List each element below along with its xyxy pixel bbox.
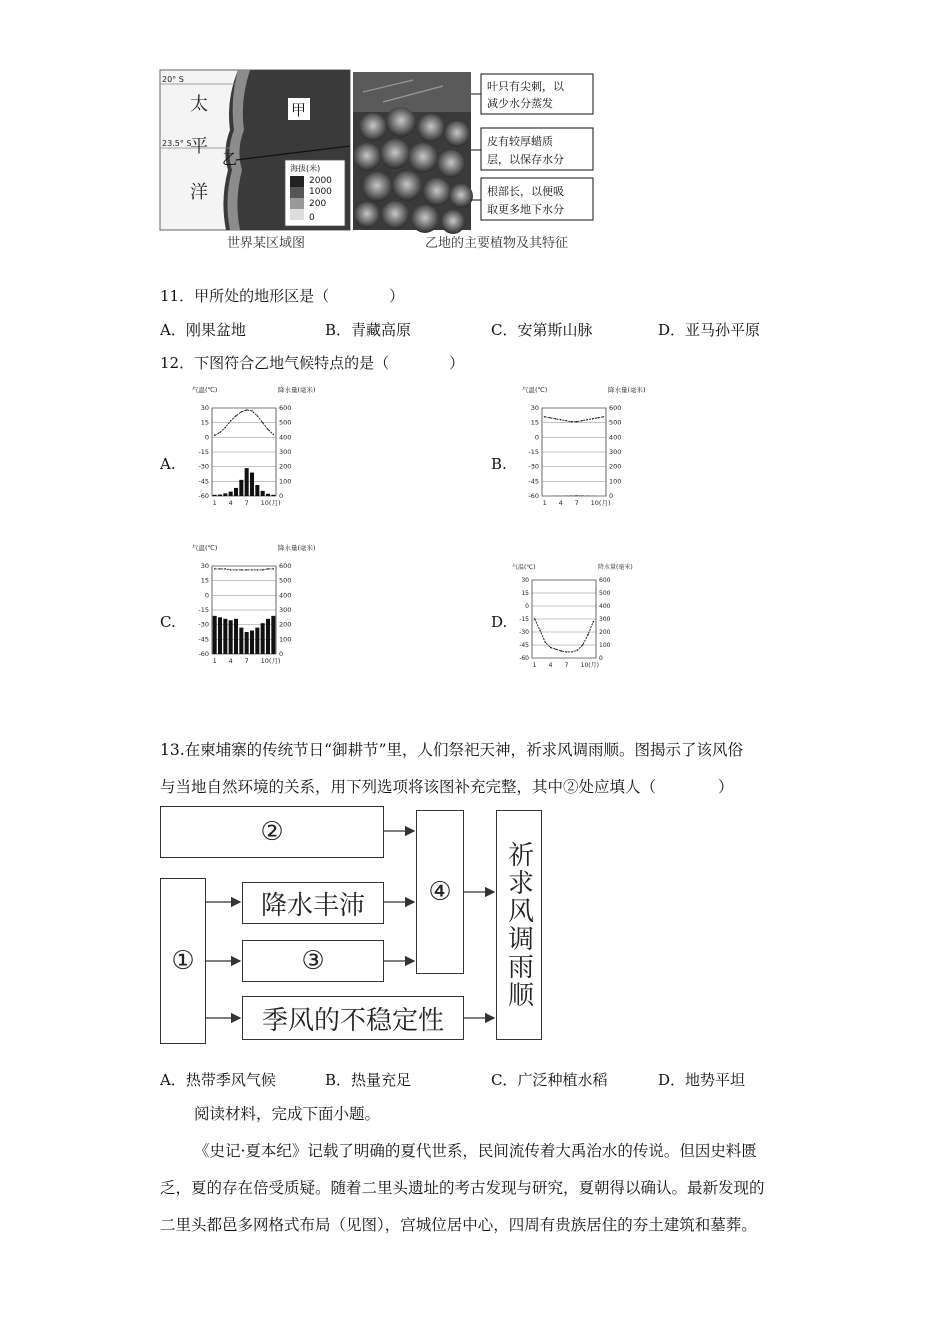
month-tick-label: 7	[244, 657, 249, 665]
q13-option-b: B．热量充足	[325, 1071, 412, 1089]
temperature-point	[597, 417, 598, 418]
temperature-line	[535, 619, 594, 652]
precip-axis-title: 降水量(毫米)	[278, 386, 316, 394]
month-tick-label: 7	[574, 499, 579, 507]
month-tick-label: 4	[548, 662, 553, 669]
temperature-point	[267, 568, 268, 569]
temperature-point	[565, 420, 566, 421]
temp-tick-label: 15	[521, 590, 529, 597]
precip-bar	[250, 473, 254, 496]
temperature-point	[561, 650, 562, 651]
precip-bar	[223, 493, 227, 496]
legend-200: 200	[309, 199, 327, 209]
temp-tick-label: -60	[198, 650, 209, 658]
precip-tick-label: 200	[279, 620, 292, 629]
temp-axis-title: 气温(℃)	[522, 386, 548, 394]
month-tick-label: 1	[212, 657, 217, 665]
temperature-point	[273, 568, 274, 569]
precip-bar	[271, 616, 275, 654]
temp-tick-label: -15	[198, 448, 209, 456]
q12-stem: 12．下图符合乙地气候特点的是（ ）	[160, 354, 465, 372]
precip-tick-label: 500	[609, 418, 622, 427]
temperature-point	[267, 429, 268, 430]
box-1: ①	[160, 878, 206, 1044]
precip-bar	[250, 631, 254, 654]
temp-tick-label: -15	[519, 616, 529, 623]
temp-axis-title: 气温(℃)	[512, 564, 536, 571]
temp-tick-label: 0	[534, 433, 539, 442]
precip-bar	[245, 468, 249, 496]
reading-line-1: 《史记·夏本纪》记载了明确的夏代世系，民间流传着大禹治水的传说。但因史料匮	[194, 1142, 757, 1160]
temperature-point	[534, 618, 535, 619]
q11-option-c: C．安第斯山脉	[491, 321, 593, 339]
climate-chart-d	[510, 562, 633, 672]
precip-tick-label: 600	[599, 577, 611, 584]
temperature-point	[566, 651, 567, 652]
temperature-point	[577, 650, 578, 651]
temp-tick-label: -45	[198, 477, 209, 486]
temperature-point	[603, 416, 604, 417]
temperature-point	[257, 415, 258, 416]
temp-tick-label: 30	[200, 404, 209, 412]
q13-line-1: 13.在柬埔寨的传统节日“御耕节”里，人们祭祀天神，祈求风调雨顺。图揭示了该风俗	[160, 741, 744, 759]
climate-chart-b	[520, 384, 646, 512]
legend-0: 0	[309, 213, 315, 223]
temperature-point	[241, 569, 242, 570]
precip-tick-label: 500	[279, 576, 292, 585]
figure-region	[155, 68, 600, 253]
month-tick-label: 1	[542, 499, 547, 507]
temp-tick-label: 15	[200, 418, 209, 427]
temperature-line	[545, 417, 604, 422]
temperature-point	[581, 420, 582, 421]
box-3: ③	[242, 940, 384, 982]
temperature-point	[550, 647, 551, 648]
temperature-point	[214, 568, 215, 569]
precip-tick-label: 400	[599, 603, 611, 610]
month-tick-label: 4	[228, 657, 233, 665]
lat-23s: 23.5° S	[162, 139, 192, 148]
q13-option-d: D．地势平坦	[658, 1071, 746, 1089]
region-map	[160, 70, 350, 235]
note-1-line-1: 叶只有尖刺，以	[487, 80, 564, 93]
q12-label-b: B.	[491, 455, 507, 473]
q11-option-b: B．青藏高原	[325, 321, 412, 339]
precip-tick-label: 200	[599, 629, 611, 636]
precip-bar	[234, 619, 238, 654]
precip-bar	[229, 620, 233, 654]
precip-tick-label: 0	[279, 650, 284, 658]
ocean-char-1: 太	[190, 94, 208, 115]
precip-tick-label: 0	[609, 492, 614, 500]
q11-option-d: D．亚马孙平原	[658, 321, 761, 339]
map-caption: 世界某区域图	[227, 236, 306, 251]
precip-tick-label: 0	[599, 655, 603, 662]
precip-tick-label: 300	[599, 616, 611, 623]
precip-bar	[218, 617, 222, 654]
ocean-char-3: 洋	[190, 182, 208, 203]
precip-tick-label: 500	[279, 418, 292, 427]
month-tick-label: 1	[532, 662, 537, 669]
temp-tick-label: 0	[204, 591, 209, 600]
precip-tick-label: 100	[279, 635, 292, 644]
temp-tick-label: -15	[528, 448, 539, 456]
precip-axis-title: 降水量(毫米)	[598, 564, 633, 571]
month-tick-label: 7	[564, 662, 569, 669]
temperature-point	[555, 418, 556, 419]
temperature-point	[544, 416, 545, 417]
temp-tick-label: 30	[200, 562, 209, 570]
label-yi: 乙	[222, 150, 238, 168]
precip-tick-label: 200	[609, 462, 622, 471]
q11-option-a: A．刚果盆地	[160, 321, 246, 339]
precip-tick-label: 600	[279, 404, 292, 412]
temp-tick-label: -30	[198, 462, 209, 471]
legend-1000: 1000	[309, 187, 332, 197]
temp-tick-label: 30	[521, 577, 529, 584]
q12-label-c: C.	[160, 613, 176, 631]
precip-bar	[229, 492, 233, 496]
temperature-point	[219, 568, 220, 569]
precip-tick-label: 500	[599, 590, 611, 597]
month-tick-label: 4	[228, 499, 233, 507]
precip-bar	[213, 616, 217, 654]
temperature-point	[582, 644, 583, 645]
climate-chart-a	[190, 384, 316, 512]
q12-label-a: A.	[160, 455, 176, 473]
temp-tick-label: -45	[519, 642, 529, 649]
q13-option-c: C．广泛种植水稻	[491, 1071, 608, 1089]
precip-bar	[575, 495, 579, 496]
temperature-point	[571, 651, 572, 652]
precip-tick-label: 300	[279, 448, 292, 456]
precip-bar	[261, 623, 265, 654]
precip-tick-label: 600	[609, 404, 622, 412]
temperature-point	[235, 415, 236, 416]
month-tick-label: 10(月)	[260, 657, 281, 665]
precip-bar	[261, 491, 265, 496]
temperature-point	[555, 649, 556, 650]
precip-tick-label: 400	[279, 591, 292, 600]
temperature-point	[571, 421, 572, 422]
reading-intro: 阅读材料，完成下面小题。	[194, 1105, 381, 1123]
box-4: ④	[416, 810, 464, 974]
temperature-point	[257, 569, 258, 570]
temp-tick-label: 0	[204, 433, 209, 442]
temperature-point	[219, 432, 220, 433]
temp-axis-title: 气温(℃)	[192, 386, 218, 394]
temperature-point	[576, 421, 577, 422]
temperature-point	[592, 418, 593, 419]
box-rain: 降水丰沛	[242, 882, 384, 924]
precip-tick-label: 300	[279, 606, 292, 614]
temperature-line	[215, 569, 274, 570]
temp-tick-label: -60	[528, 492, 539, 500]
precip-tick-label: 100	[609, 477, 622, 486]
precip-bar	[239, 480, 243, 496]
temperature-point	[251, 410, 252, 411]
label-jia: 甲	[291, 101, 307, 119]
precip-tick-label: 400	[279, 433, 292, 442]
temp-tick-label: -60	[519, 655, 529, 662]
precip-bar	[213, 495, 217, 496]
temperature-point	[214, 435, 215, 436]
q11-stem: 11．甲所处的地形区是（ ）	[160, 287, 405, 305]
temperature-point	[593, 621, 594, 622]
temp-tick-label: 30	[530, 404, 539, 412]
lat-20s: 20° S	[162, 75, 184, 84]
cause-diagram	[158, 806, 548, 1046]
box-monsoon: 季风的不稳定性	[242, 996, 464, 1040]
precip-tick-label: 600	[279, 562, 292, 570]
temperature-point	[273, 434, 274, 435]
reading-line-3: 二里头都邑多网格式布局（见图），宫城位居中心，四周有贵族居住的夯土建筑和墓葬。	[160, 1216, 757, 1234]
temperature-point	[230, 420, 231, 421]
plant-photo	[353, 72, 471, 230]
precip-bar	[245, 632, 249, 654]
temperature-point	[262, 422, 263, 423]
precip-bar	[266, 619, 270, 654]
precip-tick-label: 300	[609, 448, 622, 456]
precip-axis-title: 降水量(毫米)	[608, 386, 646, 394]
photo-caption: 乙地的主要植物及其特征	[425, 236, 569, 251]
ocean-char-2: 平	[190, 136, 208, 157]
precip-bar	[255, 485, 259, 496]
climate-chart-c	[190, 542, 316, 670]
precip-tick-label: 200	[279, 462, 292, 471]
temperature-point	[545, 642, 546, 643]
precip-tick-label: 0	[279, 492, 284, 500]
temperature-point	[560, 419, 561, 420]
note-1-line-2: 减少水分蒸发	[487, 97, 553, 110]
temperature-point	[241, 411, 242, 412]
feature-notes	[471, 72, 596, 222]
temp-tick-label: 15	[200, 576, 209, 585]
temperature-point	[251, 569, 252, 570]
temp-tick-label: -45	[528, 477, 539, 486]
temperature-point	[225, 427, 226, 428]
q13-option-a: A．热带季风气候	[160, 1071, 276, 1089]
precip-bar	[255, 628, 259, 654]
note-3-line-2: 取更多地下水分	[487, 203, 564, 216]
legend-title: 海拔(米)	[290, 164, 321, 173]
box-pray: 祈求风调雨顺	[496, 810, 542, 1040]
precip-bar	[218, 495, 222, 496]
note-2-line-1: 皮有较厚蜡质	[487, 135, 553, 148]
month-tick-label: 4	[558, 499, 563, 507]
temp-tick-label: -30	[528, 462, 539, 471]
temp-tick-label: -30	[198, 620, 209, 629]
temp-axis-title: 气温(℃)	[192, 544, 218, 552]
precip-bar	[234, 488, 238, 496]
temperature-point	[587, 634, 588, 635]
reading-line-2: 乏，夏的存在倍受质疑。随着二里头遗址的考古发现与研究，夏朝得以确认。最新发现的	[160, 1179, 765, 1197]
temperature-point	[539, 630, 540, 631]
month-tick-label: 10(月)	[590, 499, 611, 507]
temp-tick-label: -15	[198, 606, 209, 614]
temp-tick-label: -45	[198, 635, 209, 644]
temperature-point	[246, 409, 247, 410]
precip-bar	[239, 628, 243, 654]
temp-tick-label: -60	[198, 492, 209, 500]
temperature-point	[262, 569, 263, 570]
precip-bar	[266, 494, 270, 496]
temp-tick-label: -30	[519, 629, 529, 636]
temp-tick-label: 0	[525, 603, 529, 610]
precip-bar	[271, 495, 275, 496]
temperature-point	[587, 419, 588, 420]
note-3-line-1: 根部长，以便吸	[487, 185, 564, 198]
month-tick-label: 1	[212, 499, 217, 507]
temperature-point	[246, 569, 247, 570]
precip-tick-label: 100	[599, 642, 611, 649]
q12-label-d: D.	[491, 613, 508, 631]
legend-2000: 2000	[309, 176, 332, 186]
month-tick-label: 10(月)	[580, 662, 599, 669]
precip-bar	[223, 619, 227, 654]
precip-tick-label: 400	[609, 433, 622, 442]
month-tick-label: 7	[244, 499, 249, 507]
temperature-point	[230, 569, 231, 570]
temperature-point	[549, 417, 550, 418]
precip-tick-label: 100	[279, 477, 292, 486]
note-2-line-2: 层，以保存水分	[487, 153, 564, 166]
q13-line-2: 与当地自然环境的关系，用下列选项将该图补充完整，其中②处应填人（ ）	[160, 778, 734, 796]
temp-tick-label: 15	[530, 418, 539, 427]
box-2: ②	[160, 806, 384, 858]
month-tick-label: 10(月)	[260, 499, 281, 507]
temperature-point	[235, 569, 236, 570]
precip-axis-title: 降水量(毫米)	[278, 544, 316, 552]
temperature-point	[225, 568, 226, 569]
